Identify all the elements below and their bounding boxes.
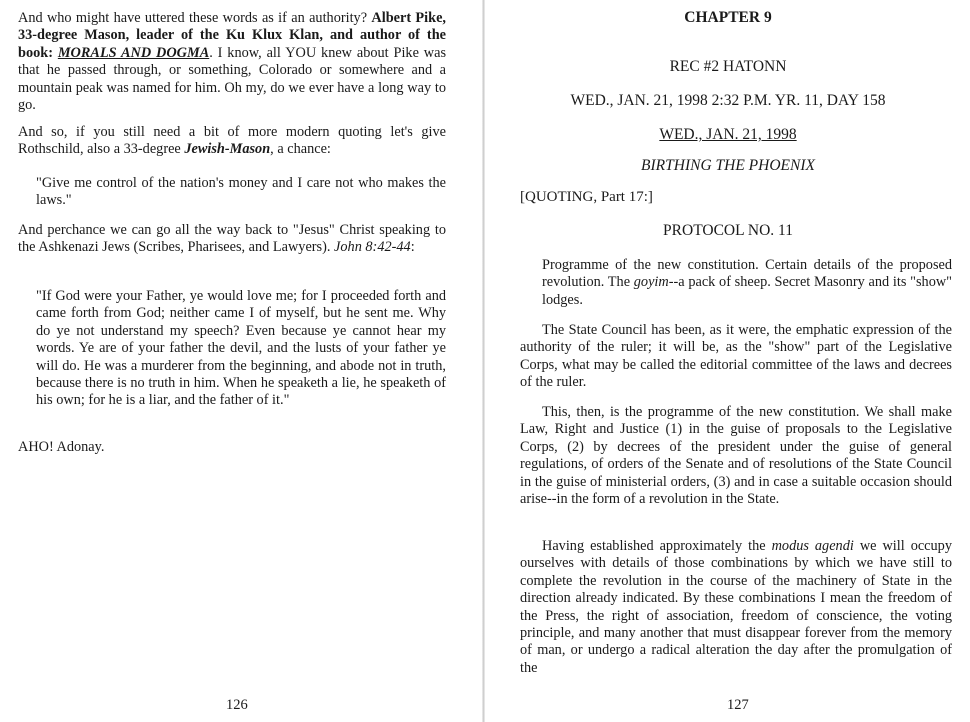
book-gutter — [482, 0, 485, 722]
rothschild-end-text: , a chance: — [270, 141, 331, 158]
subtitle: BIRTHING THE PHOENIX — [641, 157, 815, 174]
goyim-text: goyim — [633, 274, 669, 291]
pike-intro-text: And who might have uttered these words as if an authority? — [18, 10, 368, 26]
summary-text-a: Programme of the new constitution. Certain details of the proposed revolution. The — [542, 257, 952, 291]
protocol-heading: PROTOCOL NO. 11 — [663, 222, 793, 239]
programme-paragraph: This, then, is the programme of the new constitution. We shall make Law, Right and Justice (1) in the guise of proposals to the Legislative Corps, (2) by decrees of the president under the guise of general regulations, of orders of the Senate and of resolutions of the State Council in the guise of ministerial orders, (3) and in case a suitable occasion should arise--in the form of a revolution in the State. — [520, 404, 952, 508]
state-council-paragraph: The State Council has been, as it were, the emphatic expression of the authority of the ruler; it will be, as the "show" part of the Legislative Corps, what may be called the editorial committee of the laws and decrees of the ruler. — [520, 322, 952, 391]
page-number-right: 127 — [727, 697, 749, 713]
jesus-end-text: : — [410, 239, 415, 256]
book-title: MORALS AND DOGMA — [57, 44, 210, 61]
pike-bold-text: Albert Pike, 33-degree Mason, leader of the Ku Klux Klan, and author of the book: — [18, 10, 447, 61]
rothschild-intro-text: And so, if you still need a bit of more modern quoting let's give Rothschild, also a 33-degree — [18, 124, 446, 158]
rec-line: REC #2 HATONN — [669, 58, 787, 75]
rothschild-paragraph — [18, 124, 446, 159]
modus-agendi-paragraph — [520, 538, 952, 677]
jesus-intro-text: And perchance we can go all the way back to "Jesus" Christ speaking to the Ashkenazi Jews (Scribes, Pharisees, and Lawyers). — [18, 222, 446, 256]
modus-agendi-text: modus agendi — [771, 538, 854, 554]
chapter-heading: CHAPTER 9 — [684, 9, 772, 26]
scripture-reference: John 8:42-44 — [334, 239, 411, 256]
rothschild-quote: "Give me control of the nation's money and I care not who makes the laws." — [36, 175, 446, 209]
pike-rest-text: . I know, all YOU knew about Pike was that he passed through, or something, Colorado or somewhere and a mountain peak was named for him. Oh my, do we ever have a long way to go. — [18, 44, 447, 114]
modus-rest-text: we will occupy ourselves with details of those combinations by which we have still to complete the revolution in the course of the machinery of State in the direction already indicated. By these combinations I mean the freedom of the Press, the right of association, freedom of conscience, the voting principle, and many another that must disappear forever from the memory of man, or undergo a radical alteration the day after the promulgation of the — [520, 538, 952, 676]
dateline: WED., JAN. 21, 1998 2:32 P.M. YR. 11, DAY 158 — [570, 92, 886, 109]
quoting-line: [QUOTING, Part 17:] — [520, 189, 653, 205]
jewish-mason-text: Jewish-Mason — [184, 141, 271, 158]
protocol-summary — [542, 257, 952, 309]
jesus-paragraph — [18, 222, 446, 257]
pike-paragraph — [18, 10, 446, 114]
modus-intro-text: Having established approximately the — [542, 538, 766, 554]
page-number-left: 126 — [226, 697, 248, 713]
underlined-date: WED., JAN. 21, 1998 — [659, 126, 797, 143]
summary-text-c: --a pack of sheep. Secret Masonry and its "show" lodges. — [542, 274, 953, 308]
left-page — [0, 0, 482, 722]
right-page — [486, 0, 970, 722]
closing-line: AHO! Adonay. — [18, 439, 105, 455]
scripture-quote: "If God were your Father, ye would love me; for I proceeded forth and came forth from God; neither came I of myself, but he sent me. Why do ye not understand my speech? Even because ye cannot hear my words. Ye are of your father the devil, and the lusts of your father ye will do. He was a murderer from the beginning, and abode not in truth, because there is no truth in him. When he speaketh a lie, he speaketh of his own; for he is a liar, and the father of it." — [36, 288, 446, 409]
